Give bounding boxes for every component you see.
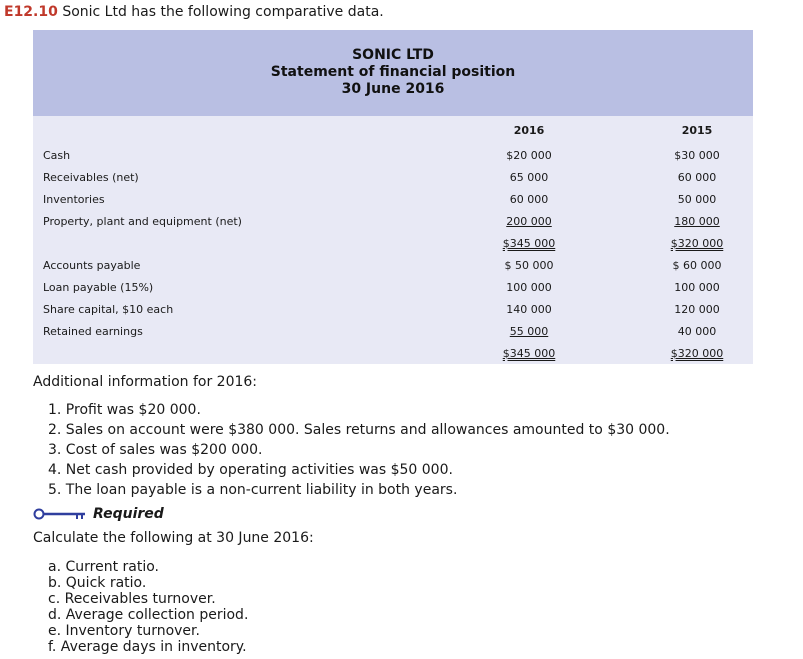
required-heading: [33, 506, 164, 522]
list-item: d. Average collection period.: [48, 607, 249, 623]
row-label: Share capital, $10 each: [43, 303, 174, 316]
table-row: [33, 279, 753, 297]
list-item: b. Quick ratio.: [48, 575, 147, 591]
exercise-title: [4, 4, 384, 20]
table-row: [33, 301, 753, 319]
year-2016-header: 2016: [513, 124, 545, 137]
value-2016: $345 000: [502, 347, 556, 360]
row-label: Loan payable (15%): [43, 281, 154, 294]
value-2015: $320 000: [670, 237, 724, 250]
additional-info-heading: Additional information for 2016:: [33, 374, 258, 390]
key-icon: [33, 508, 89, 520]
list-item: 1. Profit was $20 000.: [48, 402, 201, 418]
statement-header: [33, 30, 753, 116]
value-2016: $ 50 000: [504, 259, 554, 272]
value-2016: $345 000: [502, 237, 556, 250]
list-item: e. Inventory turnover.: [48, 623, 200, 639]
table-row: [33, 257, 753, 275]
value-2015: 40 000: [677, 325, 717, 338]
value-2016: 55 000: [509, 325, 549, 338]
total-liabilities-equity-row: [33, 345, 753, 363]
row-label: Property, plant and equipment (net): [43, 215, 242, 228]
value-2015: $ 60 000: [672, 259, 722, 272]
value-2015: 180 000: [674, 215, 720, 228]
list-item: a. Current ratio.: [48, 559, 159, 575]
table-row: [33, 191, 753, 209]
table-row: [33, 169, 753, 187]
value-2015: 120 000: [674, 303, 720, 316]
total-assets-row: [33, 235, 753, 253]
required-list: [48, 559, 248, 655]
value-2016: 200 000: [506, 215, 552, 228]
exercise-number: E12.10: [4, 4, 58, 20]
value-2016: $20 000: [506, 149, 552, 162]
row-label: Accounts payable: [43, 259, 141, 272]
value-2015: 50 000: [677, 193, 717, 206]
value-2015: 100 000: [674, 281, 720, 294]
list-item: c. Receivables turnover.: [48, 591, 216, 607]
year-2015-header: 2015: [681, 124, 713, 137]
table-row: [33, 323, 753, 341]
value-2016: 65 000: [509, 171, 549, 184]
list-item: f. Average days in inventory.: [48, 639, 247, 655]
row-label: Receivables (net): [43, 171, 139, 184]
list-item: 2. Sales on account were $380 000. Sales returns and allowances amounted to $30 000.: [48, 422, 670, 438]
company-name: SONIC LTD: [352, 47, 434, 63]
required-label: Required: [93, 506, 164, 522]
row-label: Retained earnings: [43, 325, 143, 338]
value-2015: 60 000: [677, 171, 717, 184]
value-2015: $320 000: [670, 347, 724, 360]
value-2016: 60 000: [509, 193, 549, 206]
additional-info-list: [48, 400, 670, 500]
list-item: 4. Net cash provided by operating activities was $50 000.: [48, 462, 453, 478]
statement-date: 30 June 2016: [341, 81, 445, 97]
value-2016: 100 000: [506, 281, 552, 294]
value-2015: $30 000: [674, 149, 720, 162]
table-row: [33, 213, 753, 231]
value-2016: 140 000: [506, 303, 552, 316]
list-item: 5. The loan payable is a non-current liability in both years.: [48, 482, 458, 498]
statement-title: Statement of financial position: [270, 64, 516, 80]
row-label: Cash: [43, 149, 71, 162]
row-label: Inventories: [43, 193, 105, 206]
list-item: 3. Cost of sales was $200 000.: [48, 442, 263, 458]
statement-table: [33, 116, 753, 364]
table-row: [33, 147, 753, 165]
exercise-intro: Sonic Ltd has the following comparative data.: [62, 4, 384, 20]
required-instruction: Calculate the following at 30 June 2016:: [33, 530, 314, 546]
